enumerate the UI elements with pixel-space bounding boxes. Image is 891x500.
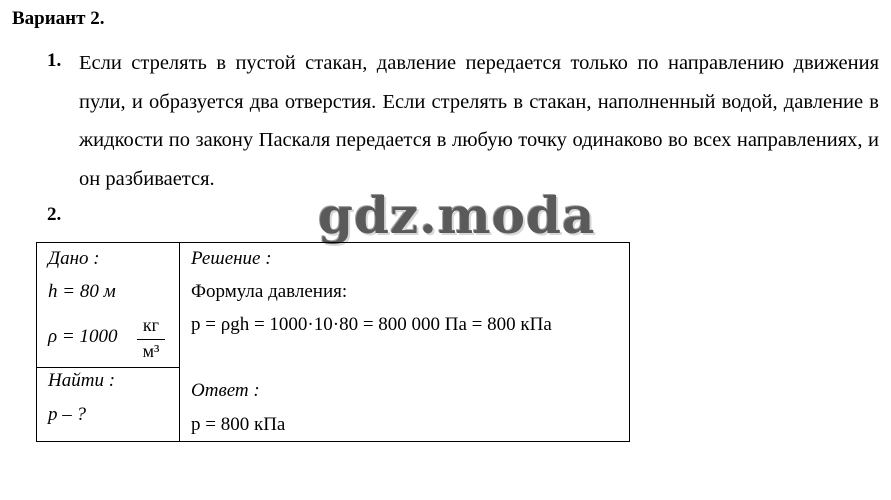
given-density: ρ = 1000 <box>48 326 118 347</box>
table-column-divider <box>179 243 180 441</box>
solution-table <box>36 242 630 442</box>
item-1-text: Если стрелять в пустой стакан, давление передается только по направлению движения пули, и образуется два отверстия. Если стрелять в стакан, наполненный водой, давление в жидкости по закону Паскаля передается в любую точку одинаково во всех направлениях, и он разбивается. <box>79 52 879 190</box>
variant-heading: Вариант 2. <box>12 8 105 29</box>
watermark-logo: gdz.moda <box>318 186 596 245</box>
answer-value: p = 800 кПа <box>191 414 286 435</box>
pressure-formula: p = ρgh = 1000·10·80 = 800 000 Па = 800 кПа <box>191 314 552 335</box>
fraction-bar <box>137 339 165 340</box>
item-2-number: 2. <box>47 204 62 225</box>
given-height: h = 80 м <box>48 281 116 302</box>
density-unit-denominator: м³ <box>142 341 160 361</box>
answer-label: Ответ : <box>191 380 260 401</box>
density-unit-numerator: кг <box>142 315 160 335</box>
table-row-divider <box>37 367 179 368</box>
find-value: p – ? <box>48 404 86 425</box>
item-1-number: 1. <box>47 50 62 71</box>
find-label: Найти : <box>48 370 116 391</box>
formula-title: Формула давления: <box>191 281 348 302</box>
given-label: Дано : <box>48 248 100 269</box>
solution-label: Решение : <box>191 248 272 269</box>
